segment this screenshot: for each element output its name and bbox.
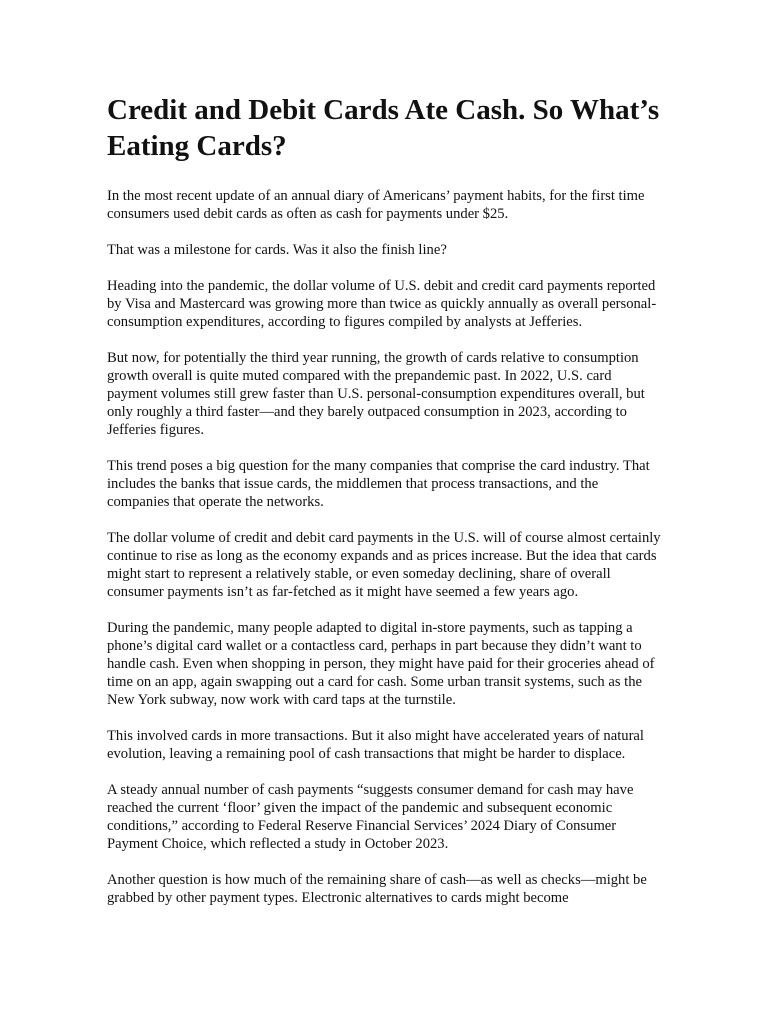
paragraph-7: During the pandemic, many people adapted to digital in-store payments, such as tapping a phone’s digital card wallet or a contactless card, perhaps in part because they didn’t want to handle cash. Even when shopping in person, they might have paid for their groceries ahead of time on an app, again swapping out a card for cash. Some urban transit systems, such as the New York subway, now work with card taps at the turnstile.	[107, 620, 655, 708]
paragraph-3: Heading into the pandemic, the dollar volume of U.S. debit and credit card payments reported by Visa and Mastercard was growing more than twice as quickly annually as overall personal-consumption expenditures, according to figures compiled by analysts at Jefferies.	[107, 278, 657, 330]
paragraph-8: This involved cards in more transactions. But it also might have accelerated years of natural evolution, leaving a remaining pool of cash transactions that might be harder to displace.	[107, 728, 644, 762]
paragraph-2: That was a milestone for cards. Was it also the finish line?	[107, 242, 447, 258]
document-page	[107, 92, 663, 925]
paragraph-4: But now, for potentially the third year running, the growth of cards relative to consumption growth overall is quite muted compared with the prepandemic past. In 2022, U.S. card payment volumes still grew faster than U.S. personal-consumption expenditures overall, but only roughly a third faster—and they barely outpaced consumption in 2023, according to Jefferies figures.	[107, 350, 645, 438]
paragraph-10: Another question is how much of the remaining share of cash—as well as checks—might be grabbed by other payment types. Electronic alternatives to cards might become	[107, 872, 647, 906]
paragraph-1: In the most recent update of an annual diary of Americans’ payment habits, for the first time consumers used debit cards as often as cash for payments under $25.	[107, 188, 645, 222]
paragraph-5: This trend poses a big question for the many companies that comprise the card industry. That includes the banks that issue cards, the middlemen that process transactions, and the companies that operate the networks.	[107, 458, 650, 510]
article-title: Credit and Debit Cards Ate Cash. So What’s Eating Cards?	[107, 94, 660, 162]
paragraph-9: A steady annual number of cash payments “suggests consumer demand for cash may have reached the current ‘floor’ given the impact of the pandemic and subsequent economic conditions,” according to Federal Reserve Financial Services’ 2024 Diary of Consumer Payment Choice, which reflected a study in October 2023.	[107, 782, 634, 852]
paragraph-6: The dollar volume of credit and debit card payments in the U.S. will of course almost certainly continue to rise as long as the economy expands and as prices increase. But the idea that cards might start to represent a relatively stable, or even someday declining, share of overall consumer payments isn’t as far-fetched as it might have seemed a few years ago.	[107, 530, 661, 600]
